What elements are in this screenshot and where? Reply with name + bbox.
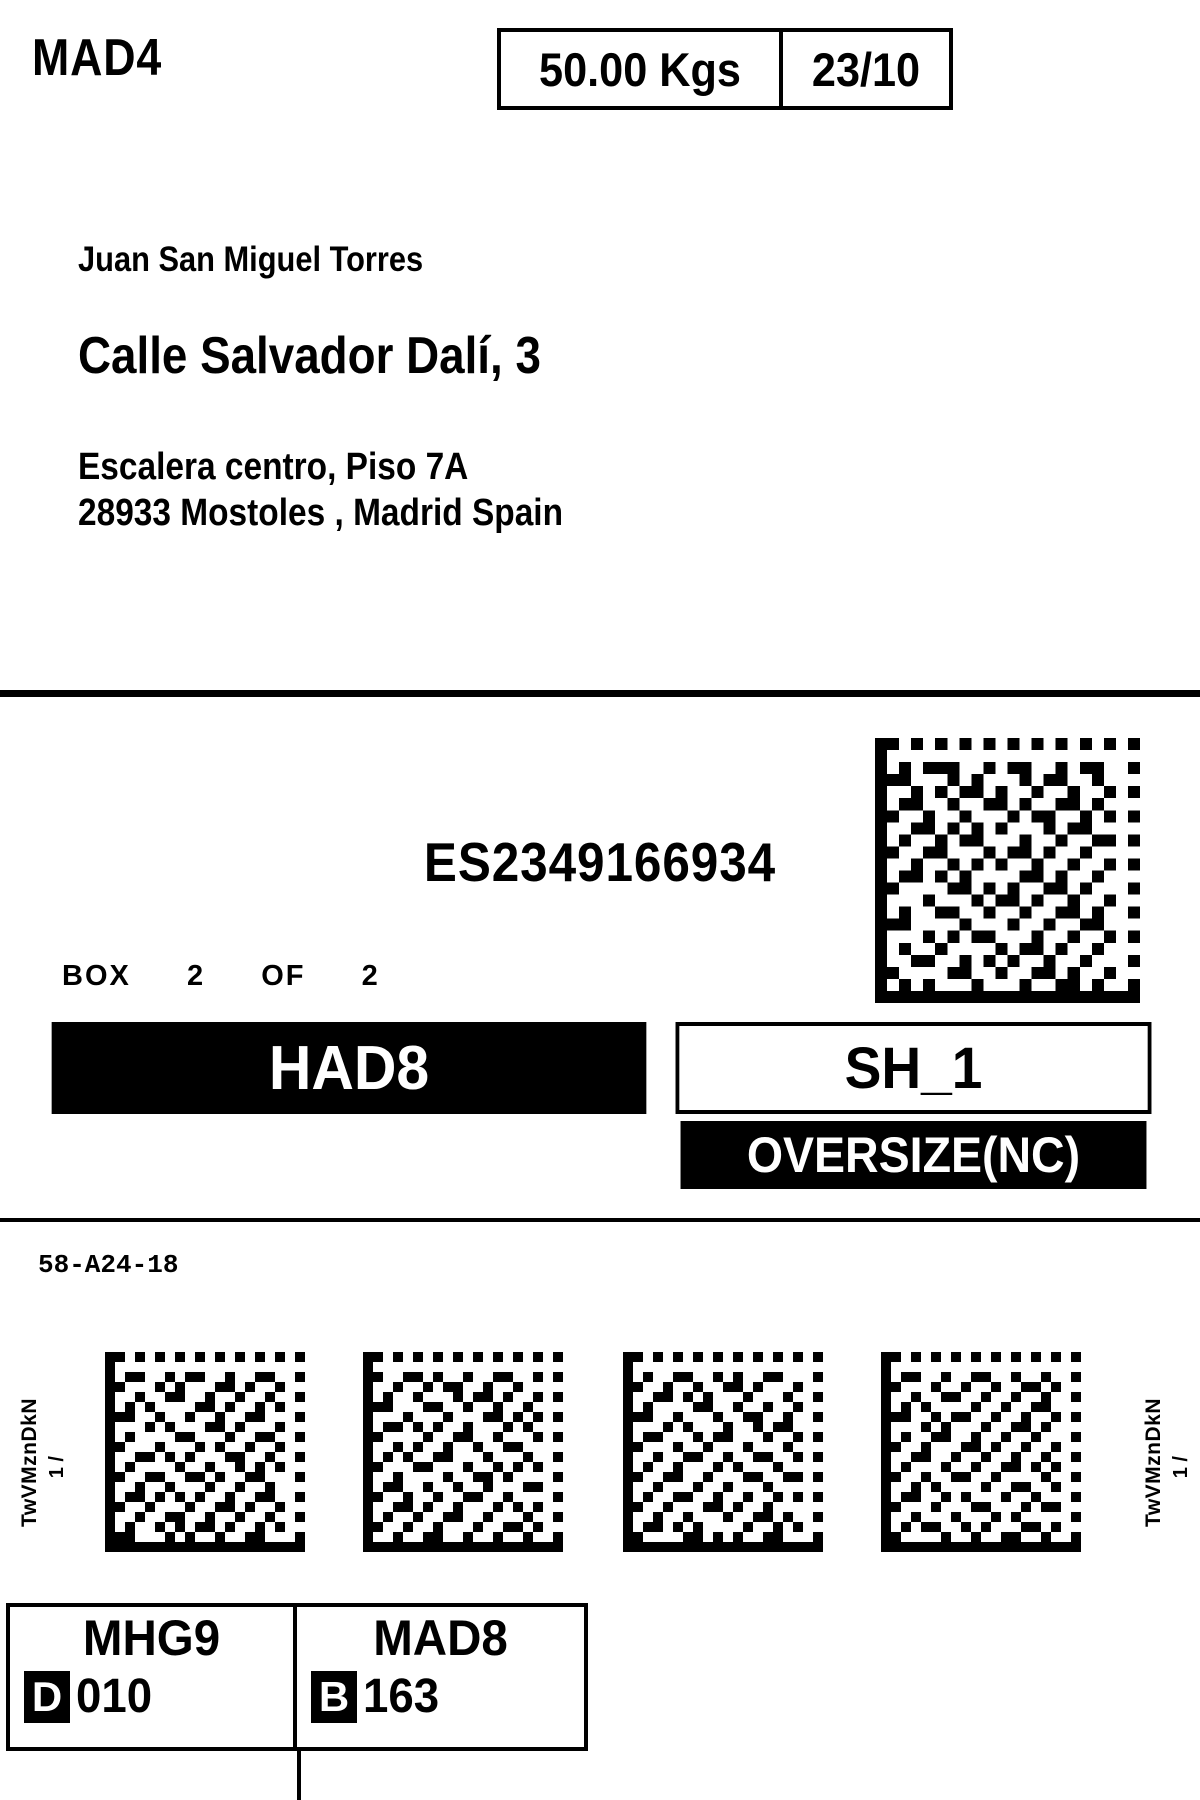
bottom-code-cell-2: [297, 1607, 584, 1747]
recipient-line3: 28933 Mostoles , Madrid Spain: [78, 492, 564, 535]
handling-flag-badge: OVERSIZE(NC): [681, 1121, 1147, 1189]
route-code: 58-A24-18: [38, 1250, 179, 1280]
box-count: [62, 960, 380, 993]
bottom-box-divider-extension: [297, 1751, 301, 1800]
recipient-address: [78, 240, 1078, 537]
side-sub-left: 1 /: [46, 1456, 68, 1479]
recipient-street: Calle Salvador Dalí, 3: [78, 327, 541, 385]
bottom-code-1-row: [24, 1669, 154, 1724]
datamatrix-strip: [0, 1352, 1200, 1582]
station-code: MAD4: [32, 29, 163, 87]
bottom-code-cell-1: [10, 1607, 297, 1747]
bottom-code-1-letter: D: [24, 1671, 70, 1723]
sort-primary-code: HAD8: [52, 1022, 647, 1114]
bottom-code-2-row: [311, 1669, 441, 1724]
bottom-code-2-letter: B: [311, 1671, 357, 1723]
sort-code-bar: [36, 1022, 1164, 1114]
weight-date-box: [497, 28, 953, 110]
weight-date-divider: [779, 32, 783, 106]
datamatrix-strip-icon-3: [623, 1352, 823, 1552]
ship-date: 23/10: [811, 42, 921, 96]
side-sub-right: 1 /: [1170, 1456, 1192, 1479]
side-text-right: TwVMznDkN: [1142, 1398, 1165, 1527]
recipient-name: Juan San Miguel Torres: [78, 240, 424, 279]
bottom-code-1-number: 010: [76, 1670, 153, 1723]
datamatrix-strip-icon-2: [363, 1352, 563, 1552]
sort-secondary-code: SH_1: [676, 1022, 1152, 1114]
datamatrix-top-icon: [875, 738, 1140, 1003]
bottom-code-box: [6, 1603, 588, 1751]
bottom-code-2-number: 163: [363, 1670, 440, 1723]
side-text-left: TwVMznDkN: [18, 1398, 41, 1527]
box-of-label: OF: [261, 960, 306, 992]
bottom-code-2-code: MAD8: [373, 1610, 508, 1666]
divider-address-tracking: [0, 690, 1200, 697]
datamatrix-strip-icon-4: [881, 1352, 1081, 1552]
weight-value: 50.00 Kgs: [539, 42, 741, 96]
tracking-number: ES2349166934: [423, 831, 777, 893]
recipient-line2: Escalera centro, Piso 7A: [78, 446, 469, 488]
box-total: 2: [361, 960, 380, 992]
box-index: 2: [186, 960, 206, 992]
label-header: [0, 0, 1200, 130]
bottom-code-1-code: MHG9: [82, 1610, 221, 1666]
divider-sort-route: [0, 1218, 1200, 1222]
datamatrix-strip-icon-1: [105, 1352, 305, 1552]
box-count-label: BOX: [62, 960, 131, 992]
